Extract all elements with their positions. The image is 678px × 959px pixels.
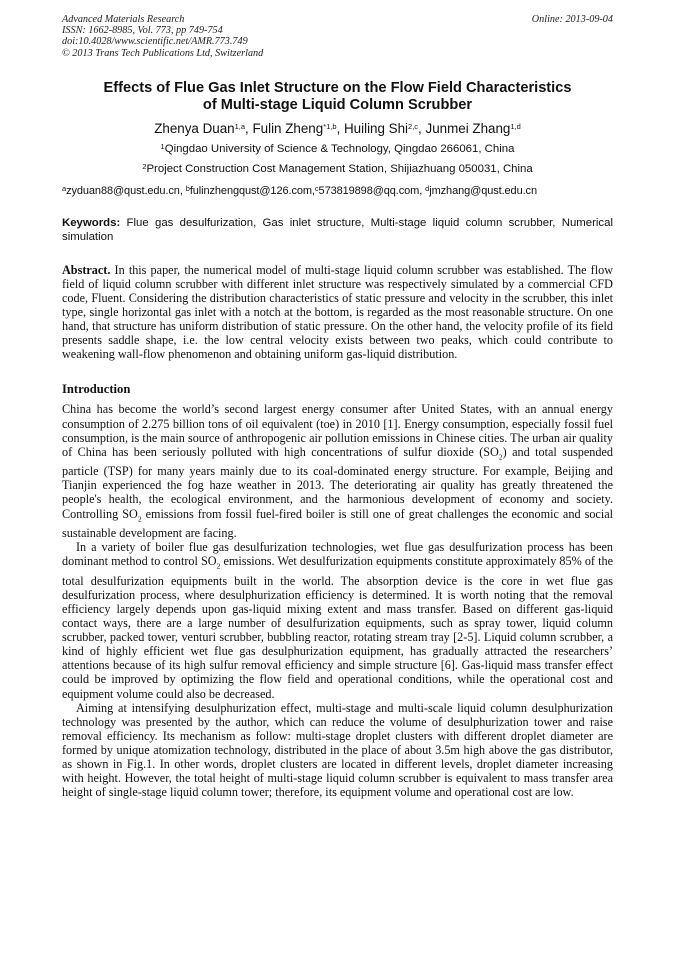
email-address: jmzhang@qust.edu.cn [429,184,537,197]
affiliation-2 [62,162,613,176]
keywords-label: Keywords: [62,216,121,229]
title-line-1: Effects of Flue Gas Inlet Structure on the Flow Field Characteristics [103,79,572,96]
intro-paragraph-1 [62,402,613,540]
intro-paragraph-3: Aiming at intensifying desulphurization effect, multi-stage and multi-scale liquid column desulphurization technology was presented by the author, which can reduce the volume of desulphurization tower and raise removal efficiency. Its mechanism as follow: multi-stage droplet clusters with different droplet diameter are formed by unique atomization technology, distributed in the place of about 3.5m high above the gas distributor, as shown in Fig.1. In other words, droplet clusters are located in different levels, droplet diameter increasing with height. However, the total height of multi-stage liquid column scrubber is equivalent to mass transfer area height of single-stage liquid column tower; therefore, its equipment volume and operational cost are low. [62,700,613,800]
doi-line: doi:10.4028/www.scientific.net/AMR.773.749 [62,36,248,48]
subscript: 2 [216,561,221,571]
email-address: 573819898@qq.com, [318,184,426,197]
author-name: Zhenya Duan [154,120,235,136]
email-address: zyduan88@qust.edu.cn, [66,184,186,197]
copyright-line: © 2013 Trans Tech Publications Ltd, Switzerland [62,47,264,59]
abstract-text: In this paper, the numerical model of multi-stage liquid column scrubber was established. The flow field of liquid column scrubber with different inlet structure was respectively simulated by a commercial CFD code, Fluent. Considering the distribution characteristics of static pressure and velocity in the scrubber, this inlet type, single horizontal gas inlet with a notch at the bottom, is regarded as the most reasonable structure. On one hand, that structure has uniform distribution of static pressure. On the other hand, the velocity profile of its field presents saddle shape, i.e. the low central velocity exists between two peaks, which could contribute to weakening wall-flow phenomenon and obtaining uniform gas-liquid distribution. [62,262,613,362]
email-address: fulinzhengqust@126.com, [189,184,315,197]
journal-name: Advanced Materials Research [62,14,185,25]
subscript: 2 [137,514,142,523]
author-name: Fulin Zheng [252,120,324,136]
subscript: 2 [498,452,503,462]
paper-page [62,14,613,799]
author-sup: 1,d [510,121,521,131]
email-sup: c [314,183,319,193]
abstract-label: Abstract. [62,262,111,277]
author-name: Huiling Shi [344,120,409,136]
text-run: emissions. Wet desulfurization equipments constitute approximately 85% of the total desulfurization equipments built in the world. The absorption device is the core in wet flue gas desulfurization process, where desulphurization efficiency is determined. It is worth noting that the removal efficiency largely depends upon gas-liquid mixing extent and mass transfer. Based on different gas-liquid contact ways, there are a large number of desulfurization equipments, such as spray tower, liquid column scrubber, packed tower, venturi scrubber, bubbling reactor, rotating stream tray [2-5]. Liquid column scrubber, a kind of highly efficient wet flue gas desulphurization equipment, has gradually attracted the researchers’ attentions because of its high sulfur removal efficiency and simple structure [6]. Gas-liquid mass transfer effect could be improved by optimizing the flow field and operational conditions, while the operational cost and equipment volume could also be decreased. [62,554,613,701]
email-sup: a [62,183,67,193]
online-date: Online: 2013-09-04 [531,14,613,25]
author-sup: *1,b [323,121,337,131]
running-header [62,14,613,59]
affiliation-text: Qingdao University of Science & Technology, Qingdao 266061, China [164,142,515,155]
intro-paragraph-2 [62,540,613,700]
affiliation-sup: 1 [160,141,165,151]
section-heading-introduction: Introduction [62,382,131,397]
abstract-block [62,263,613,362]
author-list: Zhenya Duan$^{1,a}$, Fulin Zheng$^{*1,b}$, Huiling Shi$^{2,c}$, Junmei Zhang$^{1,d}$ [154,120,521,136]
affiliation-text: Project Construction Cost Management Station, Shijiazhuang 050031, China [146,162,533,175]
issn-line: ISSN: 1662-8985, Vol. 773, pp 749-754 [62,25,223,37]
keywords-block [62,216,613,244]
email-sup: d [425,183,430,193]
author-sup: 1,a [234,121,246,131]
email-sup: b [185,183,190,193]
affiliation-sup: 2 [142,161,147,171]
author-name: Junmei Zhang [425,120,511,136]
author-sup: 2,c [408,121,419,131]
text-run: ) and total suspended particle (TSP) for many years mainly due to its coal-dominated energy structure. For example, Beijing and Tianjin experienced the fog haze weather in 2013. The deteriorating air quality has greatly threatened the people's health, the ecological environment, and the harmonious development of economy and society. Controlling SO [62,444,613,521]
text-run: emissions from fossil fuel-fired boiler is still one of great challenges the economic and social sustainable development are facing. [62,506,613,541]
paper-title [62,80,613,114]
text-run: In a variety of boiler flue gas desulfurization technologies, wet flue gas desulfurization process has been dominant method to control SO [62,540,613,569]
keywords-text: Flue gas desulfurization, Gas inlet structure, Multi-stage liquid column scrubber, Numerical simulation [62,216,613,243]
email-list [62,184,613,198]
title-line-2: of Multi-stage Liquid Column Scrubber [202,96,473,113]
affiliation-1 [62,142,613,156]
text-run: China has become the world’s second largest energy consumer after United States, with an annual energy consumption of 2.275 billion tons of oil equivalent (toe) in 2010 [1]. Energy consumption, especially fossil fuel consumption, is the main source of anthropogenic air pollution emissions in Chinese cities. The urban air quality of China has been seriously polluted with high concentrations of sulfur dioxide (SO [62,402,613,459]
